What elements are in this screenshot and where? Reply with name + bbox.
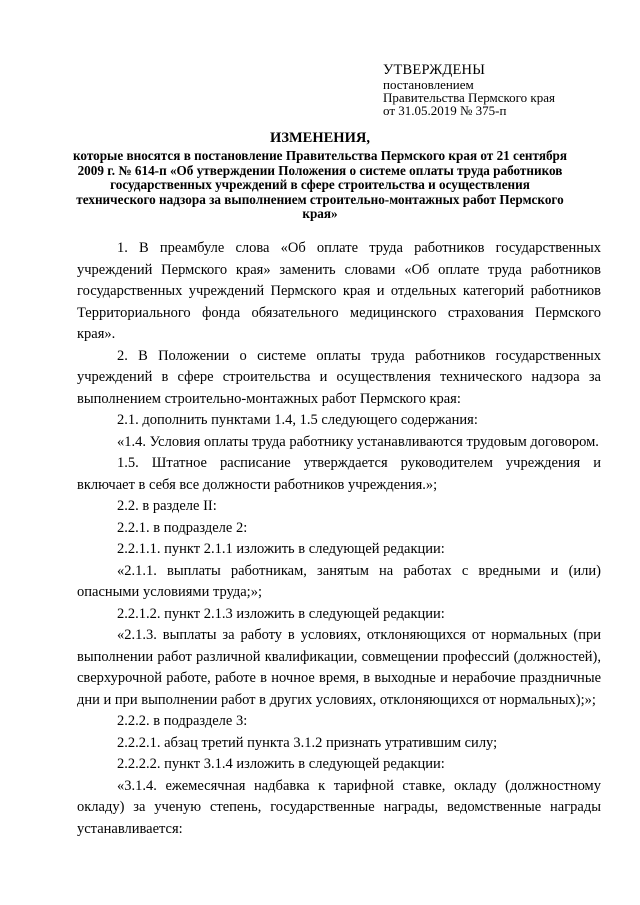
paragraph: 2.1. дополнить пунктами 1.4, 1.5 следующего содержания: — [117, 412, 478, 428]
paragraph: 2.2.2.2. пункт 3.1.4 изложить в следующей редакции: — [117, 756, 445, 772]
paragraph: 2. В Положении о системе оплаты труда работников государственных учреждений в сфере строительства и осуществления технического надзора за выполнением строительно-монтажных работ Пермского края: — [77, 347, 601, 407]
paragraph: «1.4. Условия оплаты труда работнику устанавливаются трудовым договором. — [117, 433, 599, 450]
document-title: ИЗМЕНЕНИЯ, — [270, 130, 370, 146]
document-subtitle: которые вносятся в постановление Правительства Пермского края от 21 сентября 2009 г. № 614-п «Об утверждении Положения о системе оплаты труда работников государственных учреждений в сфере строительства и осуществления технического надзора за выполнением строительно-монтажных работ Пермского края» — [72, 148, 568, 222]
paragraph: 2.2. в разделе II: — [117, 498, 217, 514]
approval-block — [383, 62, 623, 117]
paragraph: 2.2.2. в подразделе 3: — [117, 713, 248, 729]
paragraph: «2.1.3. выплаты за работу в условиях, отклоняющихся от нормальных (при выполнении работ различной квалификации, совмещении профессий (должностей), сверхурочной работе, работе в ночное время, в выходные и нерабочие праздничные дни и при выполнении работ в других условиях, отклоняющихся от нормальных);»; — [77, 627, 601, 708]
approval-line: постановлением — [383, 77, 474, 92]
paragraph: 2.2.1.1. пункт 2.1.1 изложить в следующей редакции: — [117, 541, 445, 557]
paragraph: 2.2.2.1. абзац третий пункта 3.1.2 признать утратившим силу; — [117, 734, 498, 751]
approval-line: от 31.05.2019 № 375-п — [383, 103, 507, 118]
paragraph: «3.1.4. ежемесячная надбавка к тарифной ставке, окладу (должностному окладу) за ученую степень, государственные награды, ведомственные награды устанавливается: — [77, 777, 601, 837]
approval-line: Правительства Пермского края — [383, 90, 555, 105]
document-body — [77, 238, 601, 840]
approval-heading: УТВЕРЖДЕНЫ — [383, 62, 486, 78]
paragraph: 2.2.1.2. пункт 2.1.3 изложить в следующей редакции: — [117, 605, 445, 622]
paragraph: 1. В преамбуле слова «Об оплате труда работников государственных учреждений Пермского края» заменить словами «Об оплате труда работников государственных учреждений Пермского края и отдельных категорий работников Территориального фонда обязательного медицинского страхования Пермского края». — [77, 240, 601, 342]
paragraph: «2.1.1. выплаты работникам, занятым на работах с вредными и (или) опасными условиями труда;»; — [77, 562, 601, 600]
paragraph: 2.2.1. в подразделе 2: — [117, 519, 248, 536]
paragraph: 1.5. Штатное расписание утверждается руководителем учреждения и включает в себя все должности работников учреждения.»; — [77, 455, 601, 493]
